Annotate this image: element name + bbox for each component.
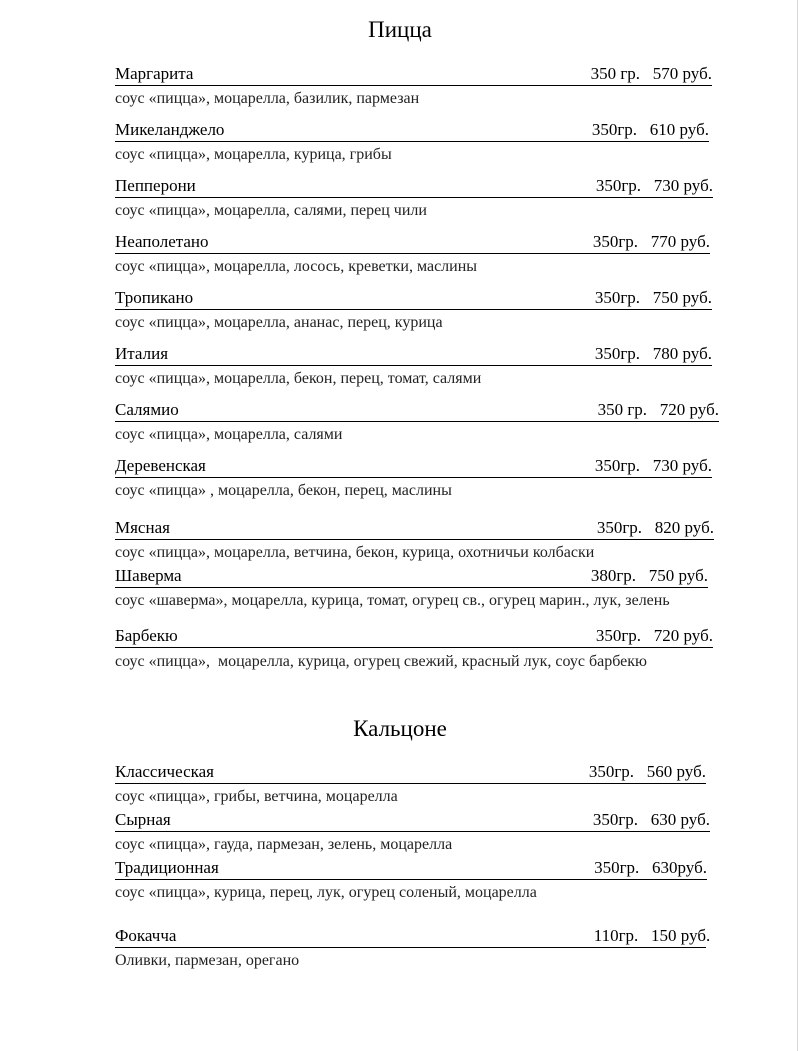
menu-item-row bbox=[115, 119, 709, 142]
item-name: Неаполетано bbox=[115, 232, 209, 251]
item-price: 350гр. 630 руб. bbox=[592, 810, 710, 829]
item-name: Салямио bbox=[115, 400, 179, 419]
item-name: Традиционная bbox=[115, 858, 219, 877]
menu-item-row bbox=[115, 455, 712, 478]
item-name: Маргарита bbox=[115, 64, 194, 83]
item-name: Деревенская bbox=[115, 456, 206, 475]
item-description: соус «пицца» , моцарелла, бекон, перец, маслины bbox=[115, 482, 452, 499]
item-description: соус «пицца», гауда, пармезан, зелень, моцарелла bbox=[115, 836, 453, 853]
item-price: 350гр. 630руб. bbox=[594, 858, 707, 877]
item-price: 350гр. 780 руб. bbox=[594, 344, 712, 363]
item-name: Пепперони bbox=[115, 176, 196, 195]
item-price: 350гр. 820 руб. bbox=[596, 518, 714, 537]
item-name: Италия bbox=[115, 344, 169, 363]
item-description: соус «пицца», моцарелла, ветчина, бекон, курица, охотничьи колбаски bbox=[115, 544, 595, 561]
menu-item-row bbox=[115, 761, 706, 784]
item-name: Шаверма bbox=[115, 566, 182, 585]
item-price: 350гр. 730 руб. bbox=[594, 456, 712, 475]
item-description: соус «пицца», моцарелла, базилик, пармезан bbox=[115, 90, 420, 107]
calzone-section-title: Кальцоне bbox=[353, 716, 447, 741]
item-description: соус «пицца», моцарелла, курица, огурец свежий, красный лук, соус барбекю bbox=[115, 653, 647, 670]
item-name: Фокачча bbox=[115, 926, 177, 945]
item-description: соус «пицца», моцарелла, ананас, перец, курица bbox=[115, 314, 443, 331]
item-price: 350гр. 770 руб. bbox=[592, 232, 710, 251]
menu-item-row bbox=[115, 565, 708, 588]
menu-item-row bbox=[115, 175, 713, 198]
menu-item-row bbox=[115, 231, 710, 254]
item-name: Классическая bbox=[115, 762, 214, 781]
item-name: Сырная bbox=[115, 810, 171, 829]
item-name: Микеланджело bbox=[115, 120, 225, 139]
item-price: 380гр. 750 руб. bbox=[590, 566, 708, 585]
item-price: 350 гр. 720 руб. bbox=[597, 400, 719, 419]
item-price: 350гр. 750 руб. bbox=[594, 288, 712, 307]
menu-item-row bbox=[115, 809, 710, 832]
item-name: Тропикано bbox=[115, 288, 194, 307]
item-name: Мясная bbox=[115, 518, 170, 537]
item-price: 350 гр. 570 руб. bbox=[590, 64, 712, 83]
item-price: 110гр. 150 руб bbox=[593, 926, 706, 945]
item-description: соус «пицца», грибы, ветчина, моцарелла bbox=[115, 788, 398, 805]
item-description: соус «пицца», курица, перец, лук, огурец соленый, моцарелла bbox=[115, 884, 537, 901]
item-description: соус «шаверма», моцарелла, курица, томат, огурец св., огурец марин., лук, зелень bbox=[115, 592, 670, 609]
item-price: 350гр. 720 руб. bbox=[595, 626, 713, 645]
item-description: соус «пицца», моцарелла, бекон, перец, томат, салями bbox=[115, 370, 482, 387]
item-description: соус «пицца», моцарелла, салями, перец чили bbox=[115, 202, 427, 219]
item-price: 350гр. 730 руб. bbox=[595, 176, 713, 195]
item-price: 350гр. 610 руб. bbox=[591, 120, 709, 139]
menu-item-row bbox=[115, 857, 707, 880]
item-description: Оливки, пармезан, орегано bbox=[115, 952, 300, 969]
item-name: Барбекю bbox=[115, 626, 178, 645]
pizza-section-title: Пицца bbox=[368, 17, 432, 42]
menu-item-row bbox=[115, 625, 713, 648]
item-price-suffix: . bbox=[706, 926, 711, 945]
menu-item-row bbox=[115, 287, 712, 310]
menu-item-row bbox=[115, 925, 706, 948]
item-description: соус «пицца», моцарелла, курица, грибы bbox=[115, 146, 392, 163]
item-description: соус «пицца», моцарелла, лосось, креветки, маслины bbox=[115, 258, 478, 275]
item-description: соус «пицца», моцарелла, салями bbox=[115, 426, 343, 443]
menu-item-row bbox=[115, 399, 719, 422]
menu-item-row bbox=[115, 63, 712, 86]
page-edge bbox=[797, 0, 798, 1051]
menu-item-row bbox=[115, 343, 712, 366]
menu-item-row bbox=[115, 517, 714, 540]
item-price: 350гр. 560 руб. bbox=[588, 762, 706, 781]
